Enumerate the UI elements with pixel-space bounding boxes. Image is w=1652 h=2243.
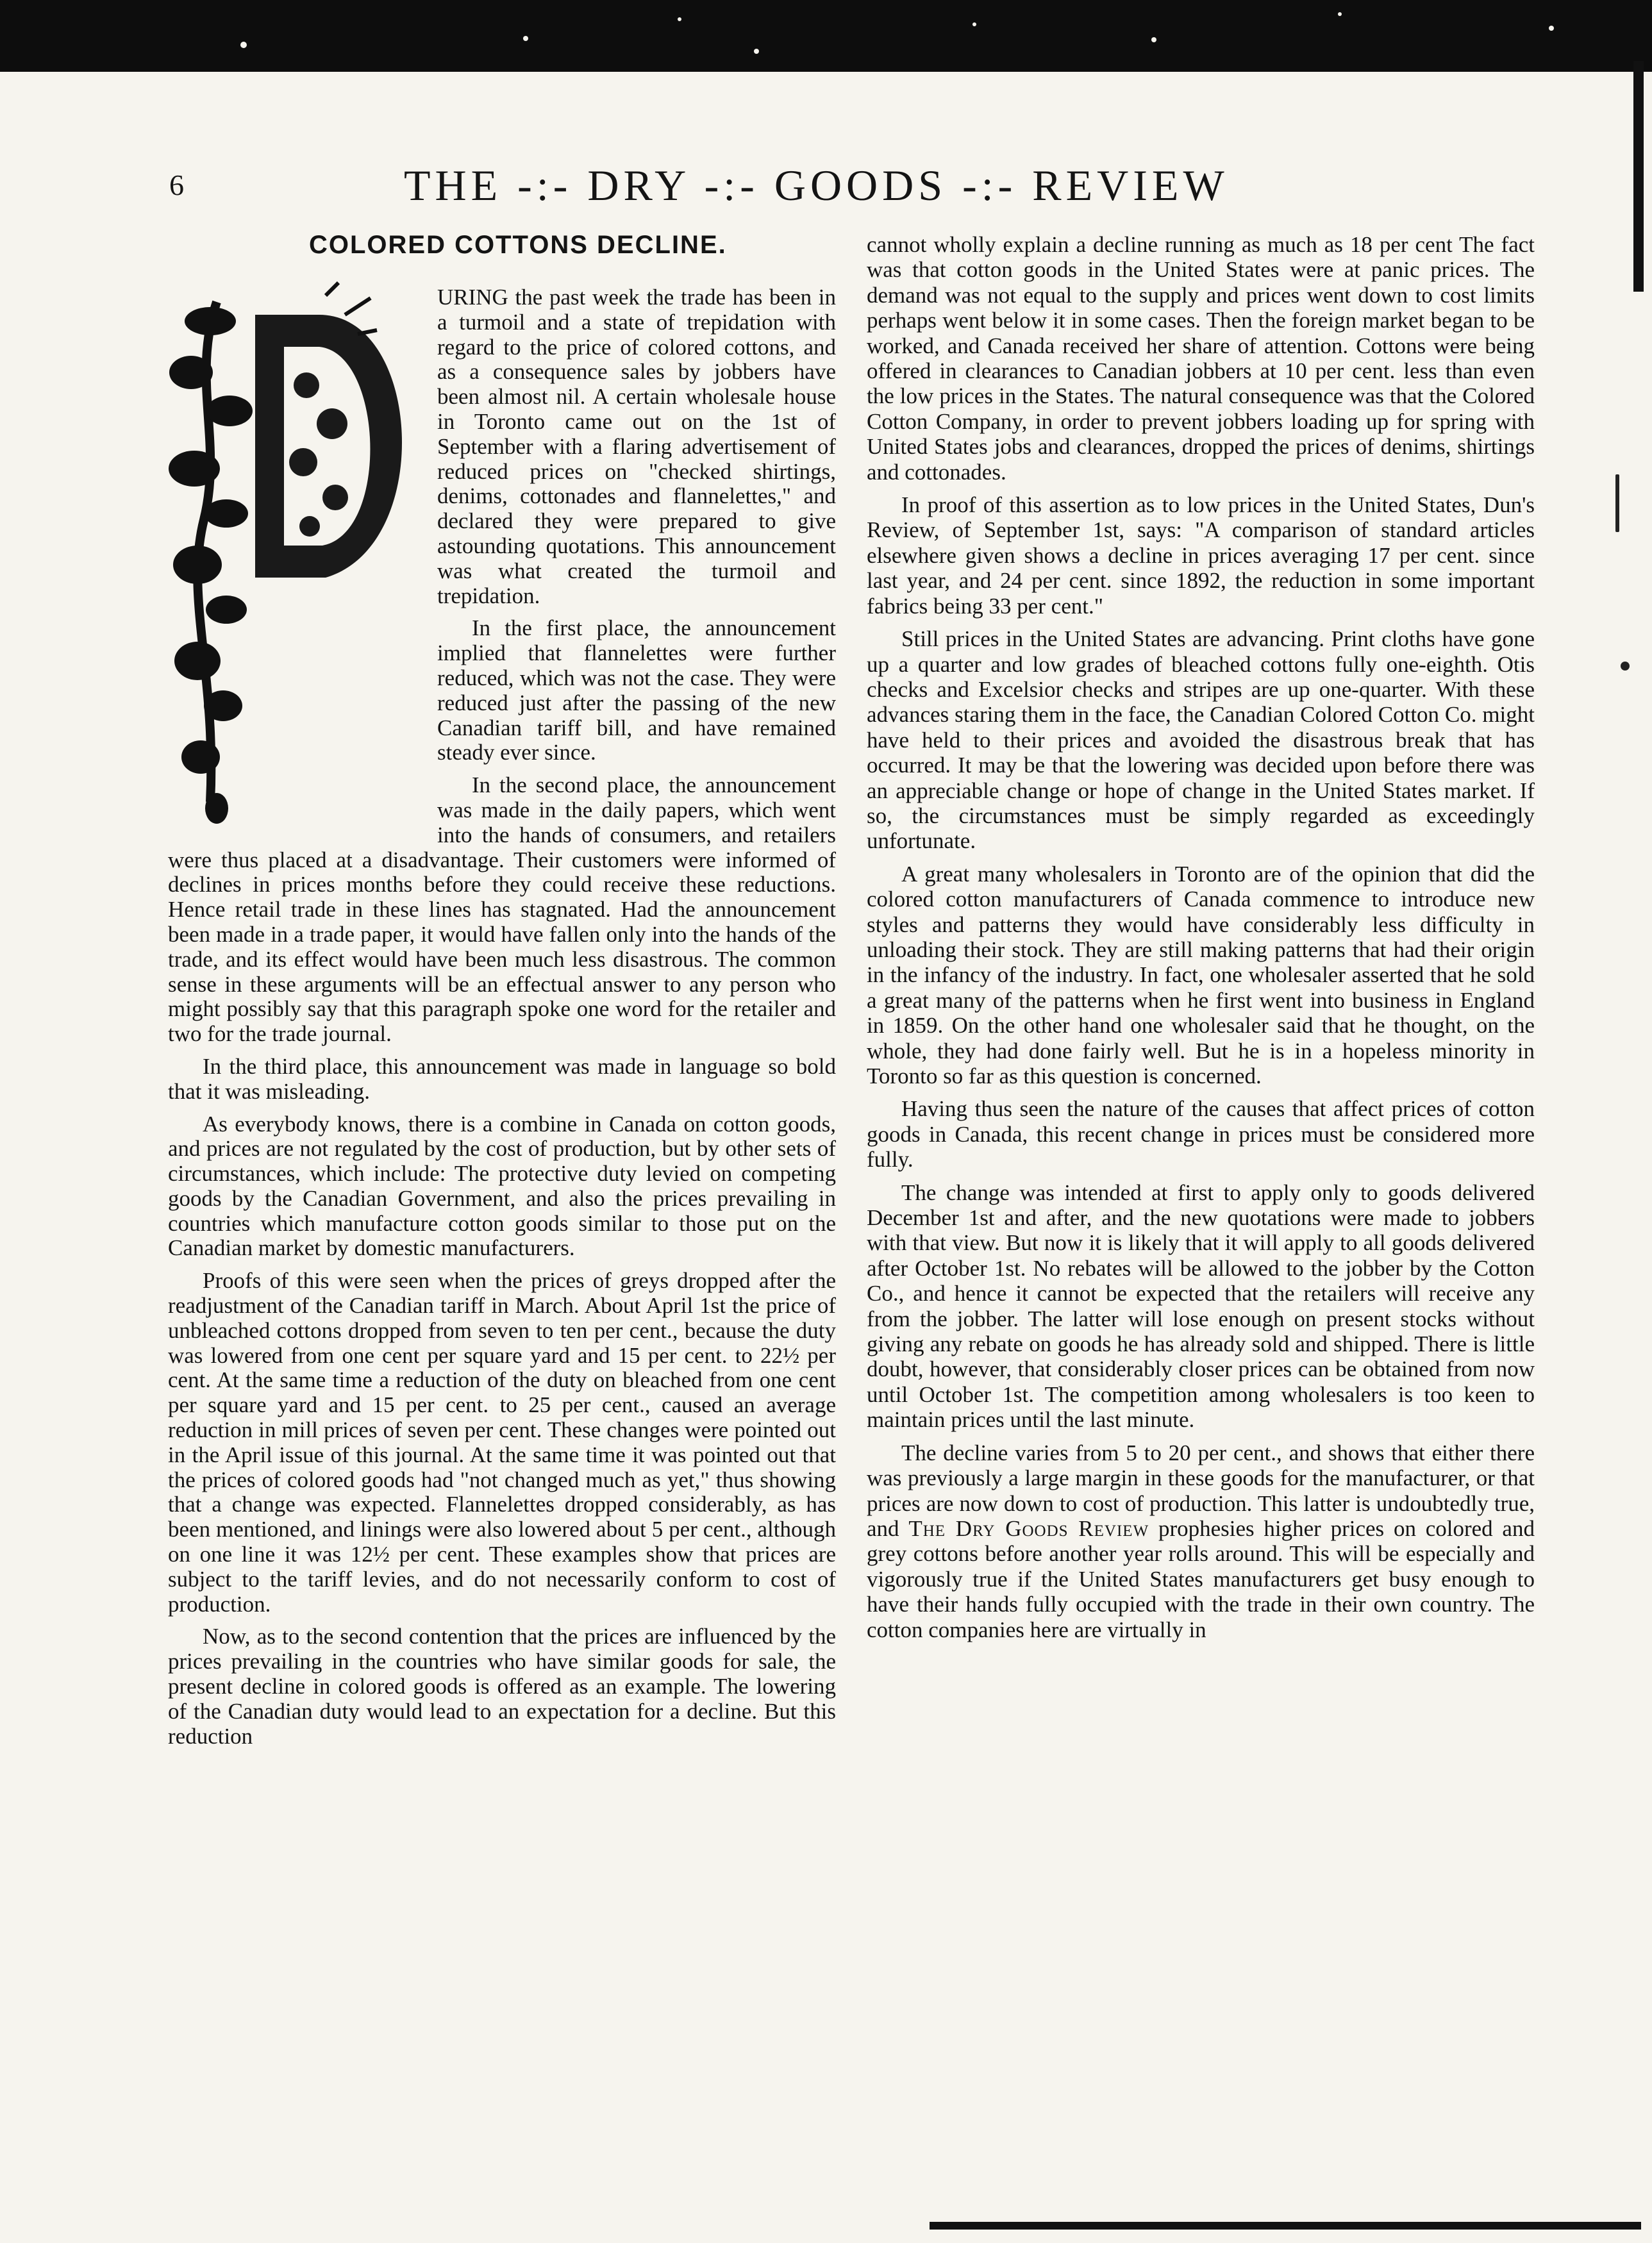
article-paragraph: In the first place, the announcement implied that flannelettes were further reduced, which was not the case. They were reduced just after the passing of the new Canadian tariff bill, and have remained steady ever since. (437, 615, 836, 765)
article-column-left (168, 231, 836, 1756)
scan-bottom-rule (930, 2222, 1641, 2230)
article-paragraph: A great many wholesalers in Toronto are of the opinion that did the colored cotton manufacturers of Canada commence to introduce new styles and patterns they would have considerably less difficulty in unloading their stock. They are still making patterns that had their origin in the infancy of the industry. In fact, one wholesaler asserted that he sold a great many of the patterns when he first went into business in England in 1859. On the other hand one wholesaler said that he thought, on the whole, they had done fairly well. But he is in a hopeless minority in Toronto so far as this question is concerned. (867, 861, 1535, 1088)
floral-letter-d-icon (165, 276, 428, 840)
article-paragraph: In the third place, this announcement was made in language so bold that it was misleading. (168, 1053, 836, 1104)
article-paragraph: Having thus seen the nature of the causes that affect prices of cotton goods in Canada, this recent change in prices must be considered more fully. (867, 1096, 1535, 1172)
ornamental-drop-cap (165, 276, 428, 840)
scan-edge-mark (1633, 61, 1644, 292)
article-paragraph: Still prices in the United States are advancing. Print cloths have gone up a quarter and low grades of bleached cottons fully one-eighth. Otis checks and Excelsior checks and stripes are up one-quarter. With these advances staring them in the face, the Canadian Colored Cotton Co. might have held to their prices and avoided the disastrous break that has occurred. It may be that the lowering was decided upon before there was an appreciable change or hope of change in the United States market. If so, the circumstances must be simply regarded as exceedingly unfortunate. (867, 626, 1535, 854)
article-paragraph: URING the past week the trade has been in a turmoil and a state of trepidation with regard to the price of colored cottons, and as a consequence sales by jobbers have been almost nil. A certain wholesale house in Toronto came out on the 1st of September with a flaring advertisement of reduced prices on "checked shirtings, denims, cottonades and flannelettes," and declared they were prepared to give astounding quotations. This announcement was what created the turmoil and trepidation. (437, 285, 836, 608)
journal-name: The Dry Goods Review (908, 1515, 1149, 1541)
article-paragraph: As everybody knows, there is a combine in Canada on cotton goods, and prices are not regulated by the cost of production, but by other sets of circumstances, which include: The protective duty levied on competing goods by the Canadian Government, and also the prices prevailing in countries which manufacture cotton goods similar to those put on the Canadian market by domestic manufacturers. (168, 1111, 836, 1261)
scan-dot (1621, 662, 1630, 671)
article-column-right (867, 232, 1535, 1650)
article-paragraph-final (867, 1440, 1535, 1642)
article-paragraph: The change was intended at first to apply only to goods delivered December 1st and after, and the new quotations were made to jobbers with that view. But now it is likely that it will apply to all goods delivered after October 1st. No rebates will be allowed to the jobber by the Cotton Co., and hence it cannot be expected that the retailers will receive any from the jobber. The latter will lose enough on present stocks without giving any rebate on goods he has already sold and shipped. There is little doubt, however, that considerably closer prices can be obtained from now until October 1st. The competition among wholesalers is too keen to maintain prices until the last minute. (867, 1180, 1535, 1433)
page-number: 6 (169, 169, 185, 201)
scan-top-band (0, 0, 1652, 72)
running-title: THE -:- DRY -:- GOODS -:- REVIEW (404, 161, 1229, 210)
scan-line-mark (1615, 474, 1619, 532)
article-paragraph: Now, as to the second contention that the prices are influenced by the prices prevailing in the countries who have similar goods for sale, the present decline in colored goods is offered as an example. The lowering of the Canadian duty would lead to an expectation for a decline. But this reduction (168, 1624, 836, 1749)
article-paragraph: cannot wholly explain a decline running as much as 18 per cent The fact was that cotton goods in the United States were at panic prices. The demand was not equal to the supply and prices went down to cost limits perhaps went below it in some cases. Then the foreign market began to be worked, and Canada received her share of attention. Cottons were being offered in clearances to Canadian jobbers at 10 per cent. less than even the low prices in the States. The natural consequence was that the Colored Cotton Company, in order to prevent jobbers loading up for spring with United States jobs and clearances, dropped the prices of denims, shirtings and cottonades. (867, 232, 1535, 485)
article-headline: COLORED COTTONS DECLINE. (309, 231, 727, 259)
article-paragraph: In proof of this assertion as to low prices in the United States, Dun's Review, of September 1st, says: "A comparison of standard articles elsewhere given shows a decline in prices averaging 17 per cent. since last year, and 24 per cent. since 1892, the reduction in some important fabrics being 33 per cent." (867, 492, 1535, 619)
final-paragraph-start: The decline varies from 5 to 20 per cent., and shows that either there was previously a large margin in these goods for the manufacturer, or that prices are now down to cost of production. This latter is undoubtedly true, and (867, 1440, 1535, 1541)
article-paragraph: Proofs of this were seen when the prices of greys dropped after the readjustment of the Canadian tariff in March. About April 1st the price of unbleached cottons dropped from seven to ten per cent., because the duty was lowered from one cent per square yard and 15 per cent. to 22½ per cent. At the same time a reduction of the duty on bleached from one cent per square yard and 15 per cent. to 25 per cent., caused an average reduction in mill prices of seven per cent. These changes were pointed out in the April issue of this journal. At the same time it was pointed out that the prices of colored goods had "not changed much as yet," thus showing that a change was expected. Flannelettes dropped considerably, as has been mentioned, and linings were also lowered about 5 per cent., although on one line it was 12½ per cent. These examples show that prices are subject to the tariff levies, and do not necessarily conform to cost of production. (168, 1268, 836, 1617)
article-paragraph: In the second place, the announcement was made in the daily papers, which went into the hands of consumers, and retailers were thus placed at a disadvantage. Their customers were informed of declines in prices months before they could receive these reductions. Hence retail trade in these lines has stagnated. Had the announcement been made in a trade paper, it would have fallen only into the hands of the trade, and its effect would have been much less disastrous. The common sense in these arguments will be an effectual answer to any person who might possibly say that this paragraph spoke one word for the retailer and two for the trade journal. (168, 772, 836, 1047)
scan-noise-specks (0, 0, 1652, 72)
final-paragraph-end: prophesies higher prices on colored and grey cottons before another year rolls around. This will be especially and vigorously true if the United States manufacturers get busy enough to have their hands fully occupied with the trade in their own country. The cotton companies here are virtually in (867, 1515, 1535, 1642)
